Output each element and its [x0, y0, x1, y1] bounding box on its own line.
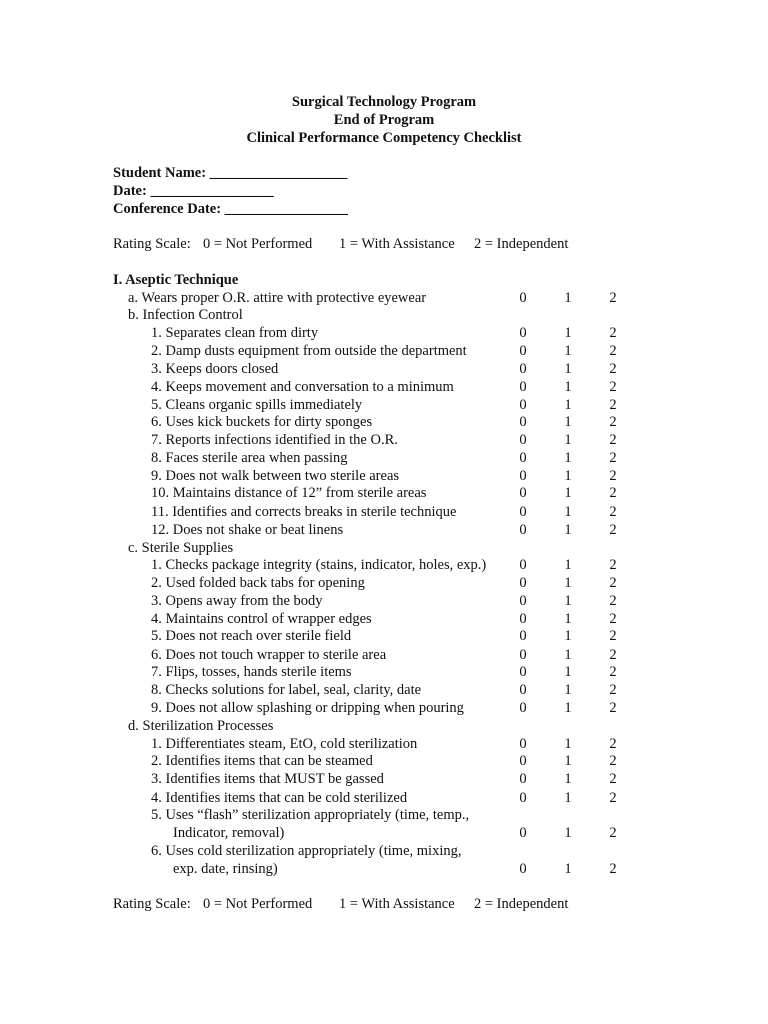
score-1[interactable]: 1	[564, 647, 572, 663]
score-2[interactable]: 2	[609, 450, 617, 466]
list-item: 9. Does not allow splashing or dripping when pouring	[151, 700, 464, 716]
score-2[interactable]: 2	[609, 468, 617, 484]
score-1[interactable]: 1	[564, 736, 572, 752]
score-0[interactable]: 0	[519, 468, 527, 484]
score-2[interactable]: 2	[609, 504, 617, 520]
score-1[interactable]: 1	[564, 414, 572, 430]
list-item: 2. Identifies items that can be steamed	[151, 753, 373, 769]
score-1[interactable]: 1	[564, 753, 572, 769]
score-2[interactable]: 2	[609, 485, 617, 501]
rating-option-1: 1 = With Assistance	[339, 236, 455, 252]
score-2[interactable]: 2	[609, 825, 617, 841]
score-1[interactable]: 1	[564, 379, 572, 395]
rating-option-0: 0 = Not Performed	[203, 896, 313, 912]
score-1[interactable]: 1	[564, 700, 572, 716]
score-0[interactable]: 0	[519, 397, 527, 413]
score-0[interactable]: 0	[519, 647, 527, 663]
score-0[interactable]: 0	[519, 414, 527, 430]
score-0[interactable]: 0	[519, 504, 527, 520]
score-0[interactable]: 0	[519, 290, 527, 306]
list-item: 11. Identifies and corrects breaks in sterile technique	[151, 504, 457, 520]
score-2[interactable]: 2	[609, 664, 617, 680]
list-item: 10. Maintains distance of 12” from sterile areas	[151, 485, 427, 501]
score-1[interactable]: 1	[564, 771, 572, 787]
list-item-continuation: Indicator, removal)	[173, 825, 285, 841]
score-1[interactable]: 1	[564, 450, 572, 466]
score-1[interactable]: 1	[564, 575, 572, 591]
score-2[interactable]: 2	[609, 557, 617, 573]
score-1[interactable]: 1	[564, 825, 572, 841]
score-1[interactable]: 1	[564, 432, 572, 448]
score-2[interactable]: 2	[609, 290, 617, 306]
list-item: 7. Reports infections identified in the O.R.	[151, 432, 398, 448]
score-0[interactable]: 0	[519, 432, 527, 448]
score-0[interactable]: 0	[519, 361, 527, 377]
score-0[interactable]: 0	[519, 611, 527, 627]
score-2[interactable]: 2	[609, 611, 617, 627]
list-item: 8. Checks solutions for label, seal, clarity, date	[151, 682, 422, 698]
score-0[interactable]: 0	[519, 575, 527, 591]
score-1[interactable]: 1	[564, 504, 572, 520]
score-2[interactable]: 2	[609, 432, 617, 448]
date-field[interactable]: Date: _________________	[113, 183, 274, 199]
rating-scale-label: Rating Scale:	[113, 236, 191, 252]
list-item: 3. Keeps doors closed	[151, 361, 279, 377]
score-2[interactable]: 2	[609, 647, 617, 663]
score-1[interactable]: 1	[564, 343, 572, 359]
score-0[interactable]: 0	[519, 343, 527, 359]
list-item: 2. Damp dusts equipment from outside the department	[151, 343, 467, 359]
score-1[interactable]: 1	[564, 611, 572, 627]
score-0[interactable]: 0	[519, 628, 527, 644]
score-2[interactable]: 2	[609, 861, 617, 877]
score-2[interactable]: 2	[609, 343, 617, 359]
score-1[interactable]: 1	[564, 790, 572, 806]
score-2[interactable]: 2	[609, 736, 617, 752]
score-1[interactable]: 1	[564, 397, 572, 413]
rating-option-1: 1 = With Assistance	[339, 896, 455, 912]
score-1[interactable]: 1	[564, 861, 572, 877]
list-item: 12. Does not shake or beat linens	[151, 522, 344, 538]
list-item: 5. Cleans organic spills immediately	[151, 397, 363, 413]
list-item: 5. Uses “flash” sterilization appropriately (time, temp.,	[151, 807, 470, 823]
conference-date-field[interactable]: Conference Date: _________________	[113, 201, 348, 217]
list-item: 6. Uses cold sterilization appropriately (time, mixing,	[151, 843, 462, 859]
list-item: 6. Uses kick buckets for dirty sponges	[151, 414, 373, 430]
infection-control-heading: b. Infection Control	[128, 307, 243, 323]
section-title: I. Aseptic Technique	[113, 272, 239, 288]
score-2[interactable]: 2	[609, 575, 617, 591]
score-2[interactable]: 2	[609, 379, 617, 395]
score-0[interactable]: 0	[519, 522, 527, 538]
program-subtitle: End of Program	[333, 112, 435, 128]
score-2[interactable]: 2	[609, 325, 617, 341]
score-0[interactable]: 0	[519, 861, 527, 877]
score-0[interactable]: 0	[519, 485, 527, 501]
score-0[interactable]: 0	[519, 682, 527, 698]
score-0[interactable]: 0	[519, 325, 527, 341]
score-0[interactable]: 0	[519, 379, 527, 395]
score-2[interactable]: 2	[609, 790, 617, 806]
rating-option-0: 0 = Not Performed	[203, 236, 313, 252]
score-1[interactable]: 1	[564, 290, 572, 306]
rating-option-2: 2 = Independent	[474, 236, 569, 252]
score-1[interactable]: 1	[564, 628, 572, 644]
list-item: 3. Identifies items that MUST be gassed	[151, 771, 384, 787]
rating-option-2: 2 = Independent	[474, 896, 569, 912]
score-1[interactable]: 1	[564, 557, 572, 573]
student-name-field[interactable]: Student Name: ___________________	[113, 165, 348, 181]
score-0[interactable]: 0	[519, 700, 527, 716]
score-0[interactable]: 0	[519, 790, 527, 806]
score-2[interactable]: 2	[609, 414, 617, 430]
list-item: 4. Keeps movement and conversation to a minimum	[151, 379, 454, 395]
score-1[interactable]: 1	[564, 682, 572, 698]
score-1[interactable]: 1	[564, 361, 572, 377]
list-item-continuation: exp. date, rinsing)	[173, 861, 278, 877]
score-0[interactable]: 0	[519, 593, 527, 609]
score-2[interactable]: 2	[609, 361, 617, 377]
list-item: 4. Identifies items that can be cold sterilized	[151, 790, 408, 806]
rating-scale-label: Rating Scale:	[113, 896, 191, 912]
list-item: 2. Used folded back tabs for opening	[151, 575, 365, 591]
list-item: 9. Does not walk between two sterile areas	[151, 468, 400, 484]
program-title: Surgical Technology Program	[291, 94, 477, 110]
score-1[interactable]: 1	[564, 664, 572, 680]
score-0[interactable]: 0	[519, 825, 527, 841]
score-0[interactable]: 0	[519, 450, 527, 466]
list-item: 4. Maintains control of wrapper edges	[151, 611, 372, 627]
sterilization-processes-heading: d. Sterilization Processes	[128, 718, 274, 734]
list-item: 7. Flips, tosses, hands sterile items	[151, 664, 352, 680]
score-2[interactable]: 2	[609, 593, 617, 609]
list-item: 1. Checks package integrity (stains, indicator, holes, exp.)	[151, 557, 487, 573]
item-a-label: a. Wears proper O.R. attire with protective eyewear	[128, 290, 427, 306]
score-2[interactable]: 2	[609, 771, 617, 787]
sterile-supplies-heading: c. Sterile Supplies	[128, 540, 234, 556]
score-0[interactable]: 0	[519, 664, 527, 680]
score-1[interactable]: 1	[564, 593, 572, 609]
score-0[interactable]: 0	[519, 771, 527, 787]
list-item: 1. Separates clean from dirty	[151, 325, 319, 341]
score-0[interactable]: 0	[519, 736, 527, 752]
score-2[interactable]: 2	[609, 700, 617, 716]
score-1[interactable]: 1	[564, 522, 572, 538]
score-2[interactable]: 2	[609, 522, 617, 538]
score-1[interactable]: 1	[564, 485, 572, 501]
score-1[interactable]: 1	[564, 468, 572, 484]
score-1[interactable]: 1	[564, 325, 572, 341]
score-2[interactable]: 2	[609, 682, 617, 698]
list-item: 8. Faces sterile area when passing	[151, 450, 348, 466]
checklist-title: Clinical Performance Competency Checklist	[246, 130, 522, 146]
list-item: 1. Differentiates steam, EtO, cold sterilization	[151, 736, 418, 752]
score-0[interactable]: 0	[519, 557, 527, 573]
list-item: 5. Does not reach over sterile field	[151, 628, 352, 644]
score-2[interactable]: 2	[609, 628, 617, 644]
score-0[interactable]: 0	[519, 753, 527, 769]
score-2[interactable]: 2	[609, 397, 617, 413]
list-item: 6. Does not touch wrapper to sterile area	[151, 647, 387, 663]
list-item: 3. Opens away from the body	[151, 593, 323, 609]
score-2[interactable]: 2	[609, 753, 617, 769]
